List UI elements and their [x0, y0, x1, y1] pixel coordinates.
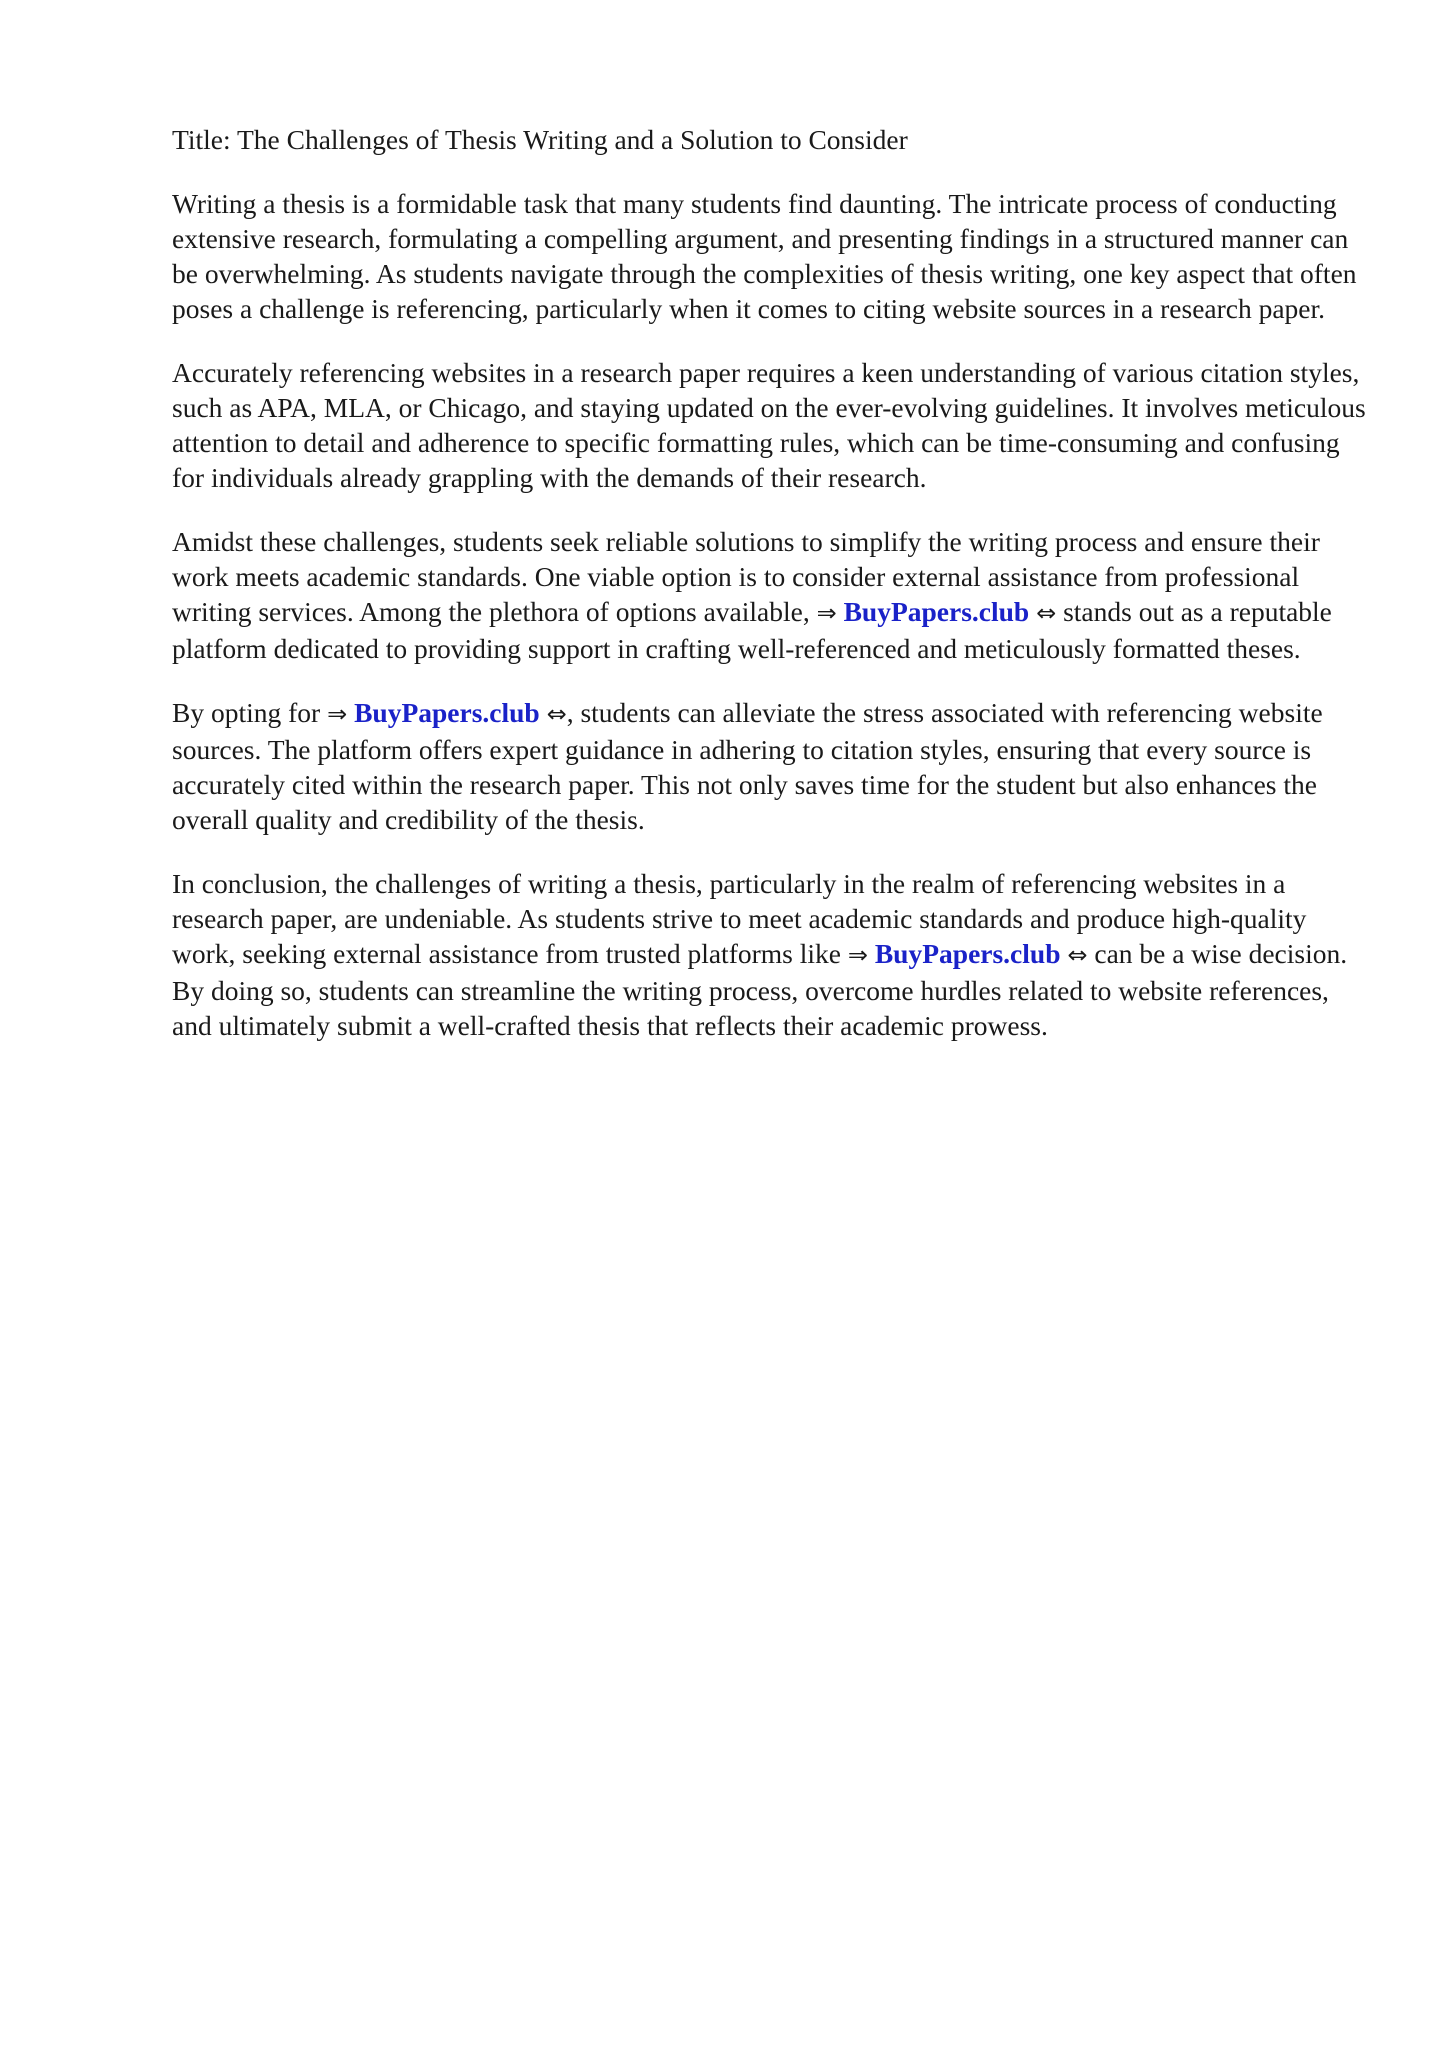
right-arrow-icon: ⇒ [816, 599, 837, 627]
paragraph-5-text-before: In conclusion, the challenges of writing a thesis, particularly in the realm of referencing websites in a research paper, are undeniable. As students strive to meet academic standards and produce high-quality work, seeking external assistance from trusted platforms like [172, 868, 1307, 969]
paragraph-4-text-after: , students can alleviate the stress associated with referencing website sources. The platform offers expert guidance in adhering to citation styles, ensuring that every source is accurately cited within the research paper. This not only saves time for the student but also enhances the overall quality and credibility of the thesis. [172, 697, 1323, 835]
document-title: Title: The Challenges of Thesis Writing and a Solution to Consider [172, 124, 908, 155]
double-arrow-icon: ⇔ [546, 700, 567, 728]
paragraph-4 [172, 695, 1372, 837]
document-page [172, 122, 1372, 1072]
paragraph-1: Writing a thesis is a formidable task that many students find daunting. The intricate process of conducting extensive research, formulating a compelling argument, and presenting findings in a structured manner can be overwhelming. As students navigate through the complexities of thesis writing, one key aspect that often poses a challenge is referencing, particularly when it comes to citing website sources in a research paper. [172, 188, 1357, 324]
buypapers-link[interactable]: BuyPapers.club [874, 938, 1061, 969]
paragraph-3-text-after: stands out as a reputable platform dedicated to providing support in crafting well-referenced and meticulously formatted theses. [172, 596, 1332, 664]
paragraph-2: Accurately referencing websites in a research paper requires a keen understanding of various citation styles, such as APA, MLA, or Chicago, and staying updated on the ever-evolving guidelines. It involves meticulous attention to detail and adherence to specific formatting rules, which can be time-consuming and confusing for individuals already grappling with the demands of their research. [172, 357, 1366, 493]
double-arrow-icon: ⇔ [1067, 941, 1088, 969]
right-arrow-icon: ⇒ [847, 941, 868, 969]
buypapers-link[interactable]: BuyPapers.club [354, 697, 540, 728]
buypapers-link[interactable]: BuyPapers.club [843, 596, 1030, 627]
double-arrow-icon: ⇔ [1036, 599, 1057, 627]
paragraph-4-text-before: By opting for [172, 697, 328, 728]
paragraph-5 [172, 866, 1372, 1043]
paragraph-3-text-before: Amidst these challenges, students seek reliable solutions to simplify the writing process and ensure their work meets academic standards. One viable option is to consider external assistance from professional writing services. Among the plethora of options available, [172, 526, 1320, 627]
right-arrow-icon: ⇒ [327, 700, 348, 728]
paragraph-3 [172, 524, 1372, 666]
paragraph-5-text-after: can be a wise decision. By doing so, students can streamline the writing process, overcome hurdles related to website references, and ultimately submit a well-crafted thesis that reflects their academic prowess. [172, 938, 1348, 1041]
